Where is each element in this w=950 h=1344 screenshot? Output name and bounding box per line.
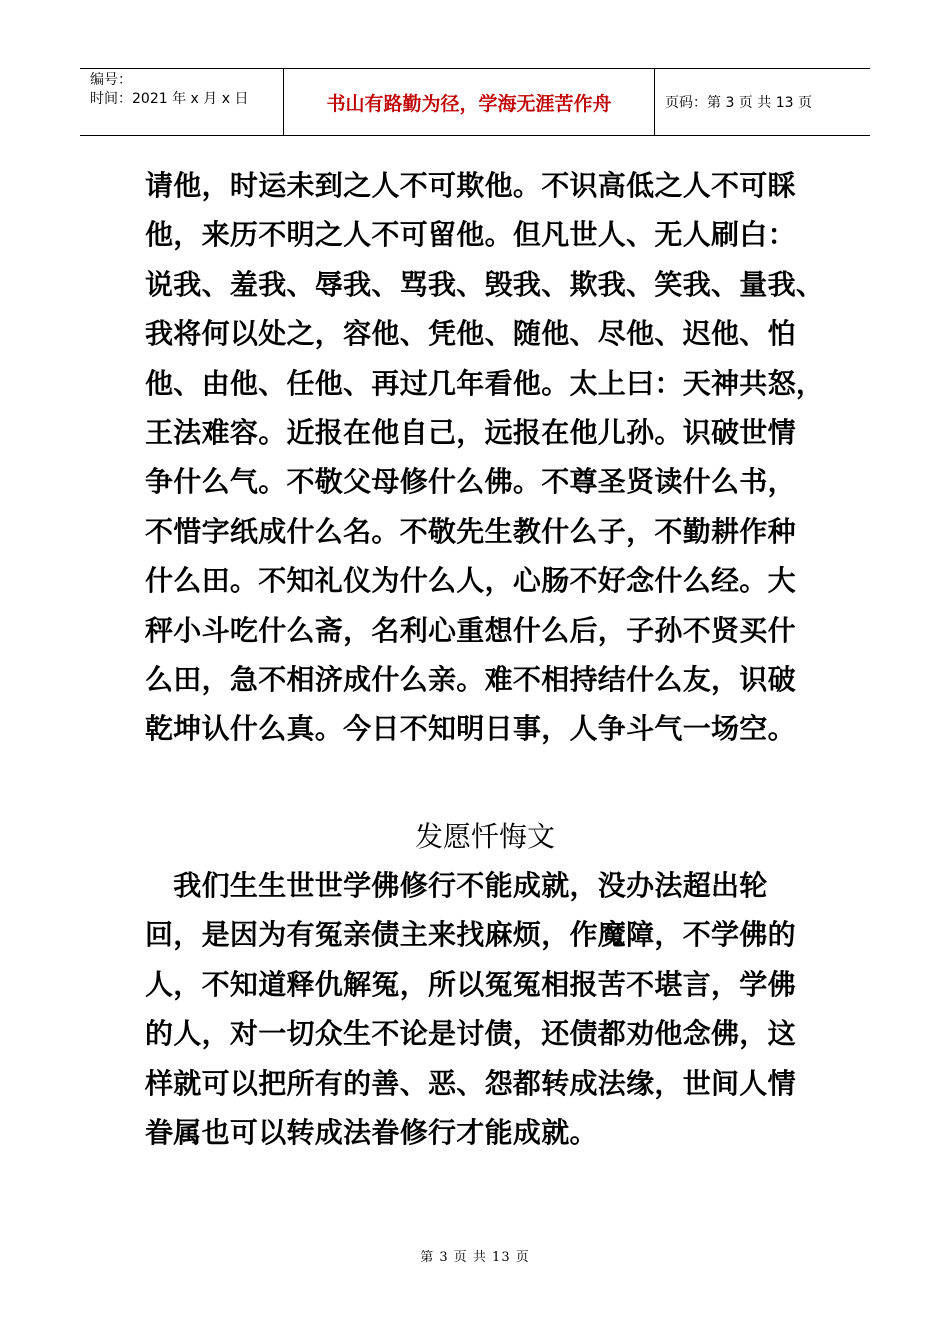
text-line: 样就可以把所有的善、恶、怨都转成法缘，世间人情 [145, 1066, 796, 1100]
page-footer: 第 3 页 共 13 页 [420, 1250, 530, 1265]
text-line: 请他，时运未到之人不可欺他。不识高低之人不可睬 [145, 169, 796, 202]
text-line: 么田，急不相济成什么亲。难不相持结什么友，识破 [145, 662, 796, 696]
header-meta [80, 69, 283, 135]
text-line: 什么田。不知礼仪为什么人，心肠不好念什么经。大 [145, 564, 796, 598]
text-line: 眷属也可以转成法眷修行才能成就。 [145, 1115, 598, 1149]
text-line: 的人，对一切众生不论是讨债，还债都劝他念佛，这 [145, 1017, 796, 1051]
section-paragraph [145, 861, 825, 1157]
page-header [80, 68, 870, 136]
text-line: 人，不知道释仇解冤，所以冤冤相报苦不堪言，学佛 [145, 967, 796, 1001]
text-line: 他，来历不明之人不可留他。但凡世人、无人刷白： [145, 218, 796, 252]
text-line: 我将何以处之，容他、凭他、随他、尽他、迟他、怕 [145, 317, 796, 351]
text-line: 乾坤认什么真。今日不知明日事，人争斗气一场空。 [145, 712, 796, 746]
body-paragraph [145, 161, 825, 754]
text-line: 回，是因为有冤亲债主来找麻烦，作魔障，不学佛的 [145, 918, 796, 952]
number-label: 编号： [90, 72, 132, 88]
text-line: 争什么气。不敬父母修什么佛。不尊圣贤读什么书， [145, 465, 796, 499]
text-line: 说我、羞我、辱我、骂我、毁我、欺我、笑我、量我、 [145, 267, 825, 301]
text-line: 秤小斗吃什么斋，名利心重想什么后，子孙不贤买什 [145, 613, 796, 647]
header-page-code: 页码：第 3 页 共 13 页 [665, 95, 812, 111]
text-line: 不惜字纸成什么名。不敬先生教什么子，不勤耕作种 [145, 514, 796, 548]
text-line: 王法难容。近报在他自己，远报在他儿孙。识破世情 [145, 415, 796, 449]
section-title: 发愿忏悔文 [414, 820, 555, 853]
text-line: 他、由他、任他、再过几年看他。太上曰：天神共怒， [145, 366, 825, 400]
text-line: 我们生生世世学佛修行不能成就，没办法超出轮 [145, 869, 768, 902]
header-motto: 书山有路勤为径，学海无涯苦作舟 [283, 69, 655, 135]
time-label: 时间：2021 年 x 月 x 日 [90, 91, 249, 107]
